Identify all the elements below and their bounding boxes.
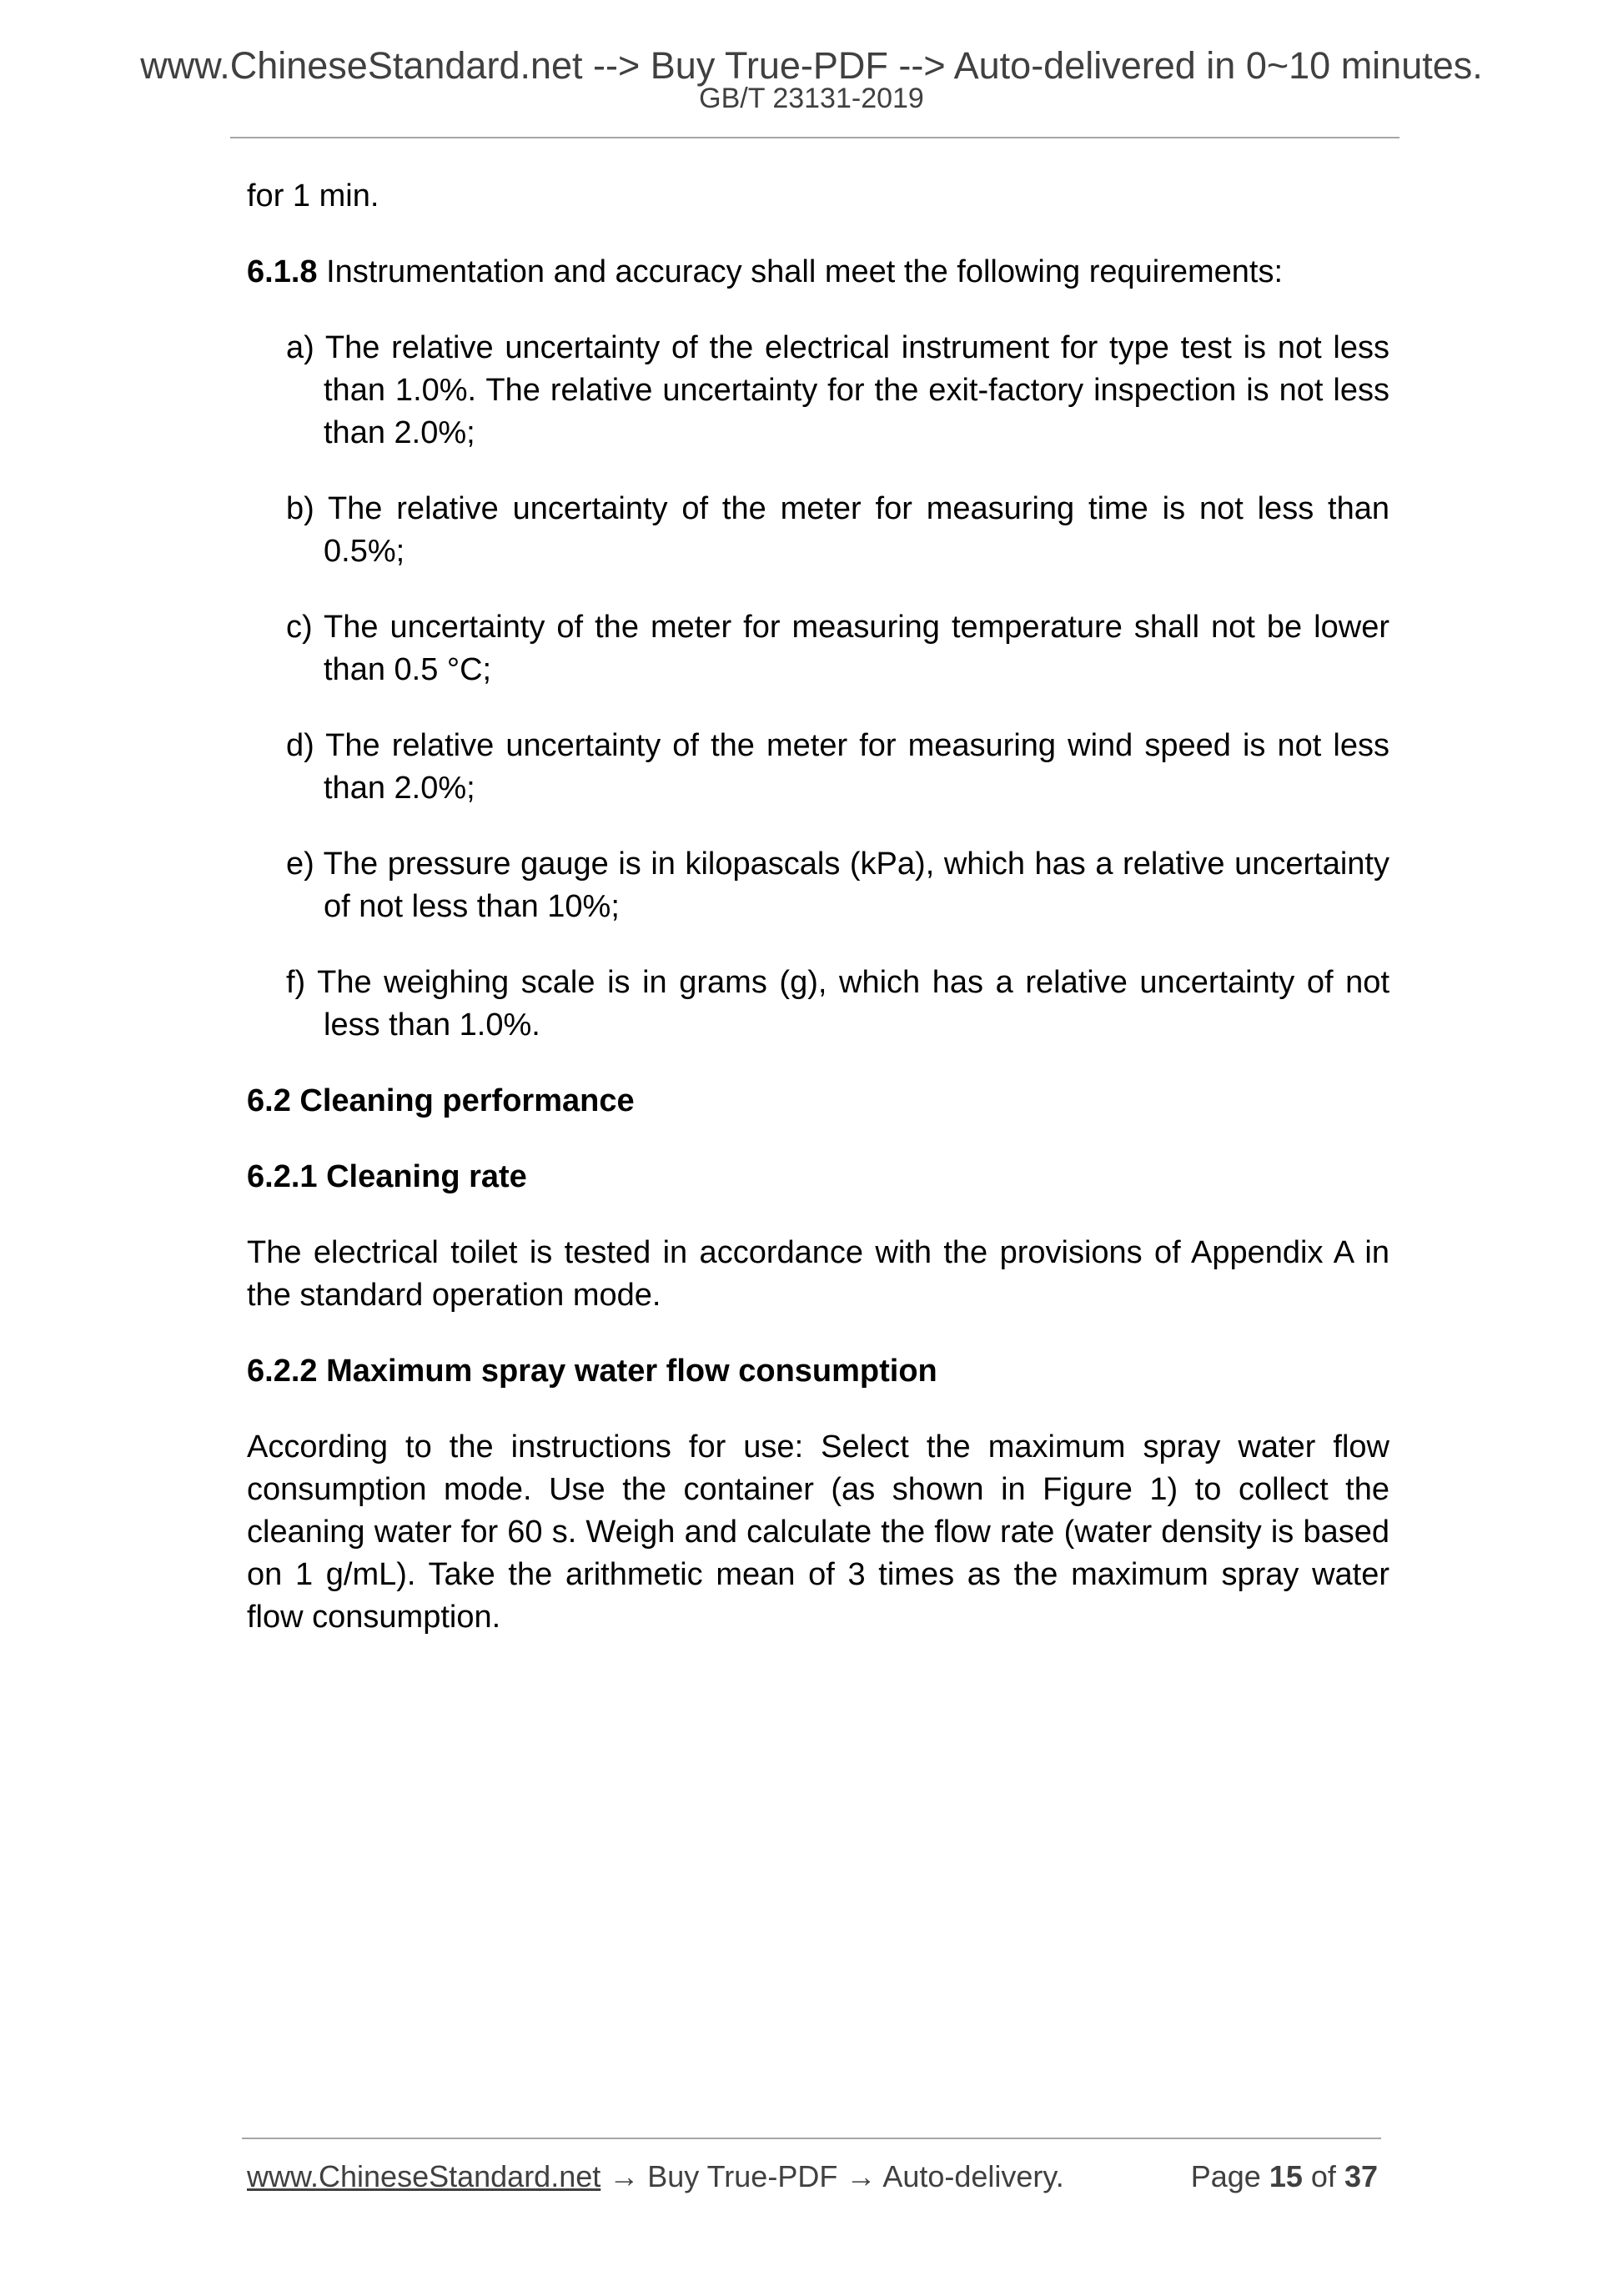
paragraph-6-2-2: According to the instructions for use: Select the maximum spray water flow consumption mode. Use the container (as shown in Figure 1) to collect the cleaning water for 60 s. Weigh and calculate the flow rate (water density is based on 1 g/mL). Take the arithmetic mean of 3 times as the maximum spray water flow consumption.: [247, 1429, 1389, 1635]
footer-divider: [242, 2138, 1381, 2139]
footer-tagline: → Buy True-PDF → Auto-delivery.: [600, 2159, 1064, 2193]
footer-site-link[interactable]: www.ChineseStandard.net: [247, 2159, 601, 2193]
list-item: f) The weighing scale is in grams (g), which has a relative uncertainty of not less than 1.0%.: [286, 965, 1389, 1042]
of-label: of: [1310, 2159, 1336, 2193]
section-heading-6-2-1: 6.2.1 Cleaning rate: [247, 1159, 527, 1194]
page-current: 15: [1269, 2159, 1303, 2193]
paragraph-6-2-1: The electrical toilet is tested in accordance with the provisions of Appendix A in the standard operation mode.: [247, 1235, 1389, 1313]
top-banner: www.ChineseStandard.net --> Buy True-PDF --> Auto-delivered in 0~10 minutes.: [140, 44, 1483, 87]
page-content: [247, 175, 1389, 1672]
list-item: e) The pressure gauge is in kilopascals (kPa), which has a relative uncertainty of not less than 10%;: [286, 847, 1389, 924]
list-item: c) The uncertainty of the meter for measuring temperature shall not be lower than 0.5 °C;: [286, 610, 1389, 687]
page-label: Page: [1190, 2159, 1261, 2193]
clause-number: 6.1.8: [247, 254, 318, 289]
clause-6-1-8: [247, 251, 1389, 294]
list-item: d) The relative uncertainty of the meter for measuring wind speed is not less than 2.0%;: [286, 728, 1389, 806]
clause-text: Instrumentation and accuracy shall meet the following requirements:: [326, 254, 1284, 289]
section-heading-6-2: 6.2 Cleaning performance: [247, 1083, 635, 1118]
page-indicator: [1191, 2158, 1378, 2195]
requirements-list: [247, 327, 1389, 1047]
document-code: GB/T 23131-2019: [699, 83, 924, 114]
header-divider: [230, 137, 1399, 138]
footer: [247, 2158, 1378, 2195]
list-item: a) The relative uncertainty of the electrical instrument for type test is not less than 1.0%. The relative uncertainty for the exit-factory inspection is not less than 2.0%;: [286, 330, 1389, 450]
list-item: b) The relative uncertainty of the meter for measuring time is not less than 0.5%;: [286, 491, 1389, 569]
page-total: 37: [1344, 2159, 1378, 2193]
section-heading-6-2-2: 6.2.2 Maximum spray water flow consumption: [247, 1354, 937, 1389]
continuation-text: for 1 min.: [247, 178, 379, 214]
